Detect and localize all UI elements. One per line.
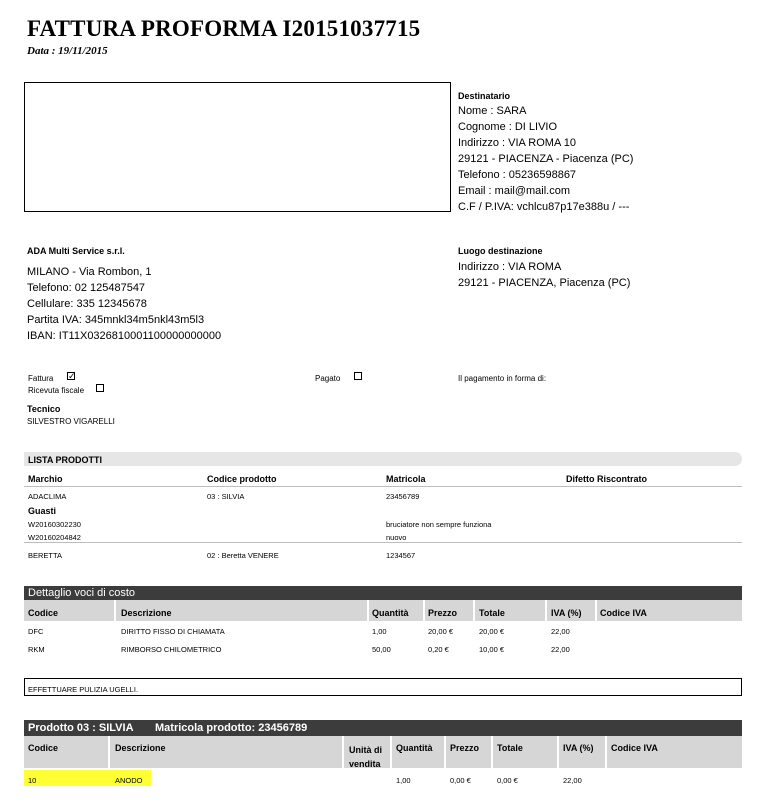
product2-brand: BERETTA: [28, 551, 63, 560]
invoice-title: FATTURA PROFORMA I20151037715: [27, 16, 421, 41]
costs-col-code: Codice: [28, 608, 59, 618]
product1-code: 03 : SILVIA: [207, 492, 245, 501]
detail-col-desc: Descrizione: [115, 743, 166, 753]
fattura-label: Fattura: [28, 374, 54, 383]
cost1-vat: 22,00: [551, 627, 570, 636]
check-icon: ✓: [68, 371, 76, 381]
company-iban: IBAN: IT11X0326810001100000000000: [27, 330, 222, 342]
col-brand: Marchio: [28, 474, 63, 484]
detail-col-code: Codice: [28, 743, 59, 753]
costs-col-price: Prezzo: [428, 608, 458, 618]
cost2-vat: 22,00: [551, 645, 570, 654]
product-detail-title: Prodotto 03 : SILVIA: [28, 722, 134, 734]
products-title: LISTA PRODOTTI: [28, 455, 102, 465]
company-phone: Telefono: 02 125487547: [27, 282, 146, 294]
detail-col-total: Totale: [497, 743, 523, 753]
recipient-surname: Cognome : DI LIVIO: [458, 121, 558, 133]
cost2-code: RKM: [28, 645, 45, 654]
destination-heading: Luogo destinazione: [458, 246, 543, 256]
recipient-phone: Telefono : 05236598867: [458, 169, 577, 181]
detail1-price: 0,00 €: [450, 776, 471, 785]
detail1-vat: 22,00: [563, 776, 582, 785]
guasto1-code: W20160302230: [28, 520, 81, 529]
recipient-taxcode: C.F / P.IVA: vchlcu87p17e388u / ---: [458, 201, 630, 213]
detail-col-qty: Quantità: [396, 743, 433, 753]
recipient-email: Email : mail@mail.com: [458, 185, 571, 197]
costs-col-total: Totale: [479, 608, 505, 618]
company-name: ADA Multi Service s.r.l.: [27, 246, 125, 256]
guasto2-note: nuovo: [386, 533, 407, 542]
recipient-city: 29121 - PIACENZA - Piacenza (PC): [458, 153, 634, 165]
detail-col-unit: Unità di vendita: [349, 745, 382, 769]
detail1-total: 0,00 €: [497, 776, 518, 785]
detail-col-vat: IVA (%): [563, 743, 594, 753]
costs-col-vatcode: Codice IVA: [600, 608, 647, 618]
costs-col-vat: IVA (%): [551, 608, 582, 618]
recipient-name: Nome : SARA: [458, 105, 527, 117]
costs-col-qty: Quantità: [372, 608, 409, 618]
costs-note: EFFETTUARE PULIZIA UGELLI.: [28, 685, 139, 694]
costs-col-desc: Descrizione: [121, 608, 172, 618]
company-vat: Partita IVA: 345mnkl34m5nkl43m5l3: [27, 314, 205, 326]
cost2-desc: RIMBORSO CHILOMETRICO: [121, 645, 222, 654]
logo-placeholder: [24, 82, 451, 212]
costs-title: Dettaglio voci di costo: [28, 587, 135, 599]
technician-name: SILVESTRO VIGARELLI: [27, 417, 115, 426]
guasto1-note: bruciatore non sempre funziona: [386, 520, 492, 529]
ricevuta-label: Ricevuta fiscale: [28, 386, 85, 395]
ricevuta-checkbox[interactable]: [96, 384, 104, 392]
product-detail-serial: Matricola prodotto: 23456789: [155, 722, 308, 734]
guasto2-code: W20160204842: [28, 533, 81, 542]
product1-brand: ADACLIMA: [28, 492, 67, 501]
destination-city: 29121 - PIACENZA, Piacenza (PC): [458, 277, 631, 289]
col-product-code: Codice prodotto: [207, 474, 277, 484]
pagato-checkbox[interactable]: [354, 372, 362, 380]
cost2-price: 0,20 €: [428, 645, 449, 654]
cost2-total: 10,00 €: [479, 645, 505, 654]
detail-col-vatcode: Codice IVA: [611, 743, 658, 753]
company-mobile: Cellulare: 335 12345678: [27, 298, 147, 310]
destination-details: [458, 259, 630, 291]
pagato-label: Pagato: [315, 374, 341, 383]
recipient-heading: Destinatario: [458, 91, 511, 101]
recipient-details: [458, 103, 633, 215]
cost1-desc: DIRITTO FISSO DI CHIAMATA: [121, 627, 225, 636]
fattura-checkbox[interactable]: [67, 372, 75, 380]
cost2-qty: 50,00: [372, 645, 391, 654]
guasti-heading: Guasti: [28, 506, 57, 516]
cost1-code: DFC: [28, 627, 44, 636]
company-details: [27, 264, 221, 344]
col-defect: Difetto Riscontrato: [566, 474, 647, 484]
cost1-total: 20,00 €: [479, 627, 505, 636]
payment-label: Il pagamento in forma di:: [458, 374, 547, 383]
product1-serial: 23456789: [386, 492, 420, 501]
destination-address: Indirizzo : VIA ROMA: [458, 261, 562, 273]
products-title-bar: [24, 452, 742, 466]
recipient-address: Indirizzo : VIA ROMA 10: [458, 137, 576, 149]
detail1-code: 10: [28, 776, 37, 785]
company-address: MILANO - Via Rombon, 1: [27, 266, 152, 278]
products-row-divider: [24, 542, 742, 543]
col-serial: Matricola: [386, 474, 426, 484]
detail1-desc: ANODO: [115, 776, 143, 785]
technician-heading: Tecnico: [27, 404, 61, 414]
detail-col-price: Prezzo: [450, 743, 480, 753]
cost1-qty: 1,00: [372, 627, 387, 636]
product2-serial: 1234567: [386, 551, 416, 560]
product2-code: 02 : Beretta VENERE: [207, 551, 279, 560]
products-header-divider: [24, 486, 742, 487]
cost1-price: 20,00 €: [428, 627, 454, 636]
invoice-date: Data : 19/11/2015: [27, 45, 108, 57]
detail1-qty: 1,00: [396, 776, 411, 785]
